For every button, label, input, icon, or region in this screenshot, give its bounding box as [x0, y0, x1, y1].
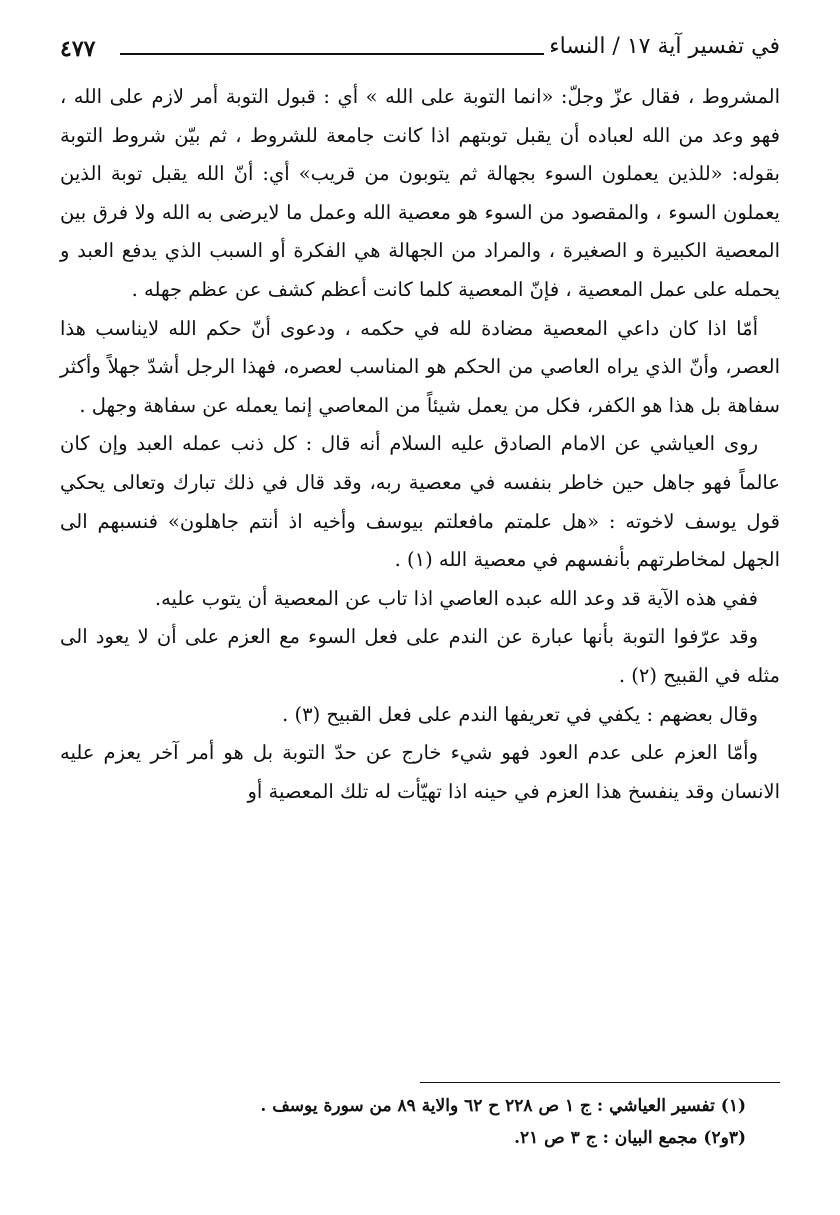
paragraph: وقد عرّفوا التوبة بأنها عبارة عن الندم على فعل السوء مع العزم على أن لا يعود الى مثله في القبيح (٢) .	[60, 625, 780, 687]
paragraph: وأمّا العزم على عدم العود فهو شيء خارج عن حدّ التوبة بل هو أمر آخر يعزم عليه الانسان وقد ينفسخ هذا العزم في حينه اذا تهيّأت له تلك المعصية أو	[60, 741, 780, 803]
page-number: ٤٧٧	[60, 36, 96, 62]
main-text	[60, 78, 780, 811]
paragraph: روى العياشي عن الامام الصادق عليه السلام أنه قال : كل ذنب عمله العبد وإن كان عالماً فهو جاهل حين خاطر بنفسه في معصية ربه، وقد قال في ذلك تبارك وتعالى يحكي قول يوسف لاخوته : «هل علمتم مافعلتم بيوسف وأخيه اذ أنتم جاهلون» فنسبهم الى الجهل لمخاطرتهم بأنفسهم في معصية الله (١) .	[60, 432, 780, 572]
footnote: (٣و٢) مجمع البيان : ج ٣ ص ٢١.	[514, 1128, 746, 1148]
footnote: (١) تفسير العياشي : ج ١ ص ٢٢٨ ح ٦٢ والاية ٨٩ من سورة يوسف .	[260, 1096, 746, 1116]
paragraph: المشروط ، فقال عزّ وجلّ: «انما التوبة على الله » أي : قبول التوبة أمر لازم على الله ، فهو وعد من الله لعباده أن يقبل توبتهم اذا كانت جامعة للشروط ، ثم بيّن شروط التوبة بقوله: «للذين يعملون السوء بجهالة ثم يتوبون من قريب» أي: أنّ الله يقبل توبة الذين يعملون السوء ، والمقصود من السوء هو معصية الله وعمل ما لايرضى به الله ولا فرق بين المعصية الكبيرة و الصغيرة ، والمراد من الجهالة هي الفكرة أو السبب الذي يدفع العبد و يحمله على عمل المعصية ، فإنّ المعصية كلما كانت أعظم كشف عن عظم جهله .	[60, 85, 780, 301]
header-rule	[120, 53, 544, 55]
paragraph: وقال بعضهم : يكفي في تعريفها الندم على فعل القبيح (٣) .	[282, 702, 758, 726]
footnote-separator	[420, 1082, 780, 1083]
paragraph: ففي هذه الآية قد وعد الله عبده العاصي اذا تاب عن المعصية أن يتوب عليه.	[154, 586, 758, 610]
page-header	[60, 34, 780, 74]
running-title: في تفسير آية ١٧ / النساء	[549, 34, 780, 59]
footnotes	[60, 1090, 780, 1154]
paragraph: أمّا اذا كان داعي المعصية مضادة لله في حكمه ، ودعوى أنّ حكم الله لايناسب هذا العصر، وأنّ الذي يراه العاصي من الحكم هو المناسب لعصره، فهذا الرجل أشدّ جهلاً وأكثر سفاهة بل هذا هو الكفر، فكل من يعمل شيئاً من المعاصي إنما يعمله عن سفاهة وجهل .	[60, 316, 780, 417]
